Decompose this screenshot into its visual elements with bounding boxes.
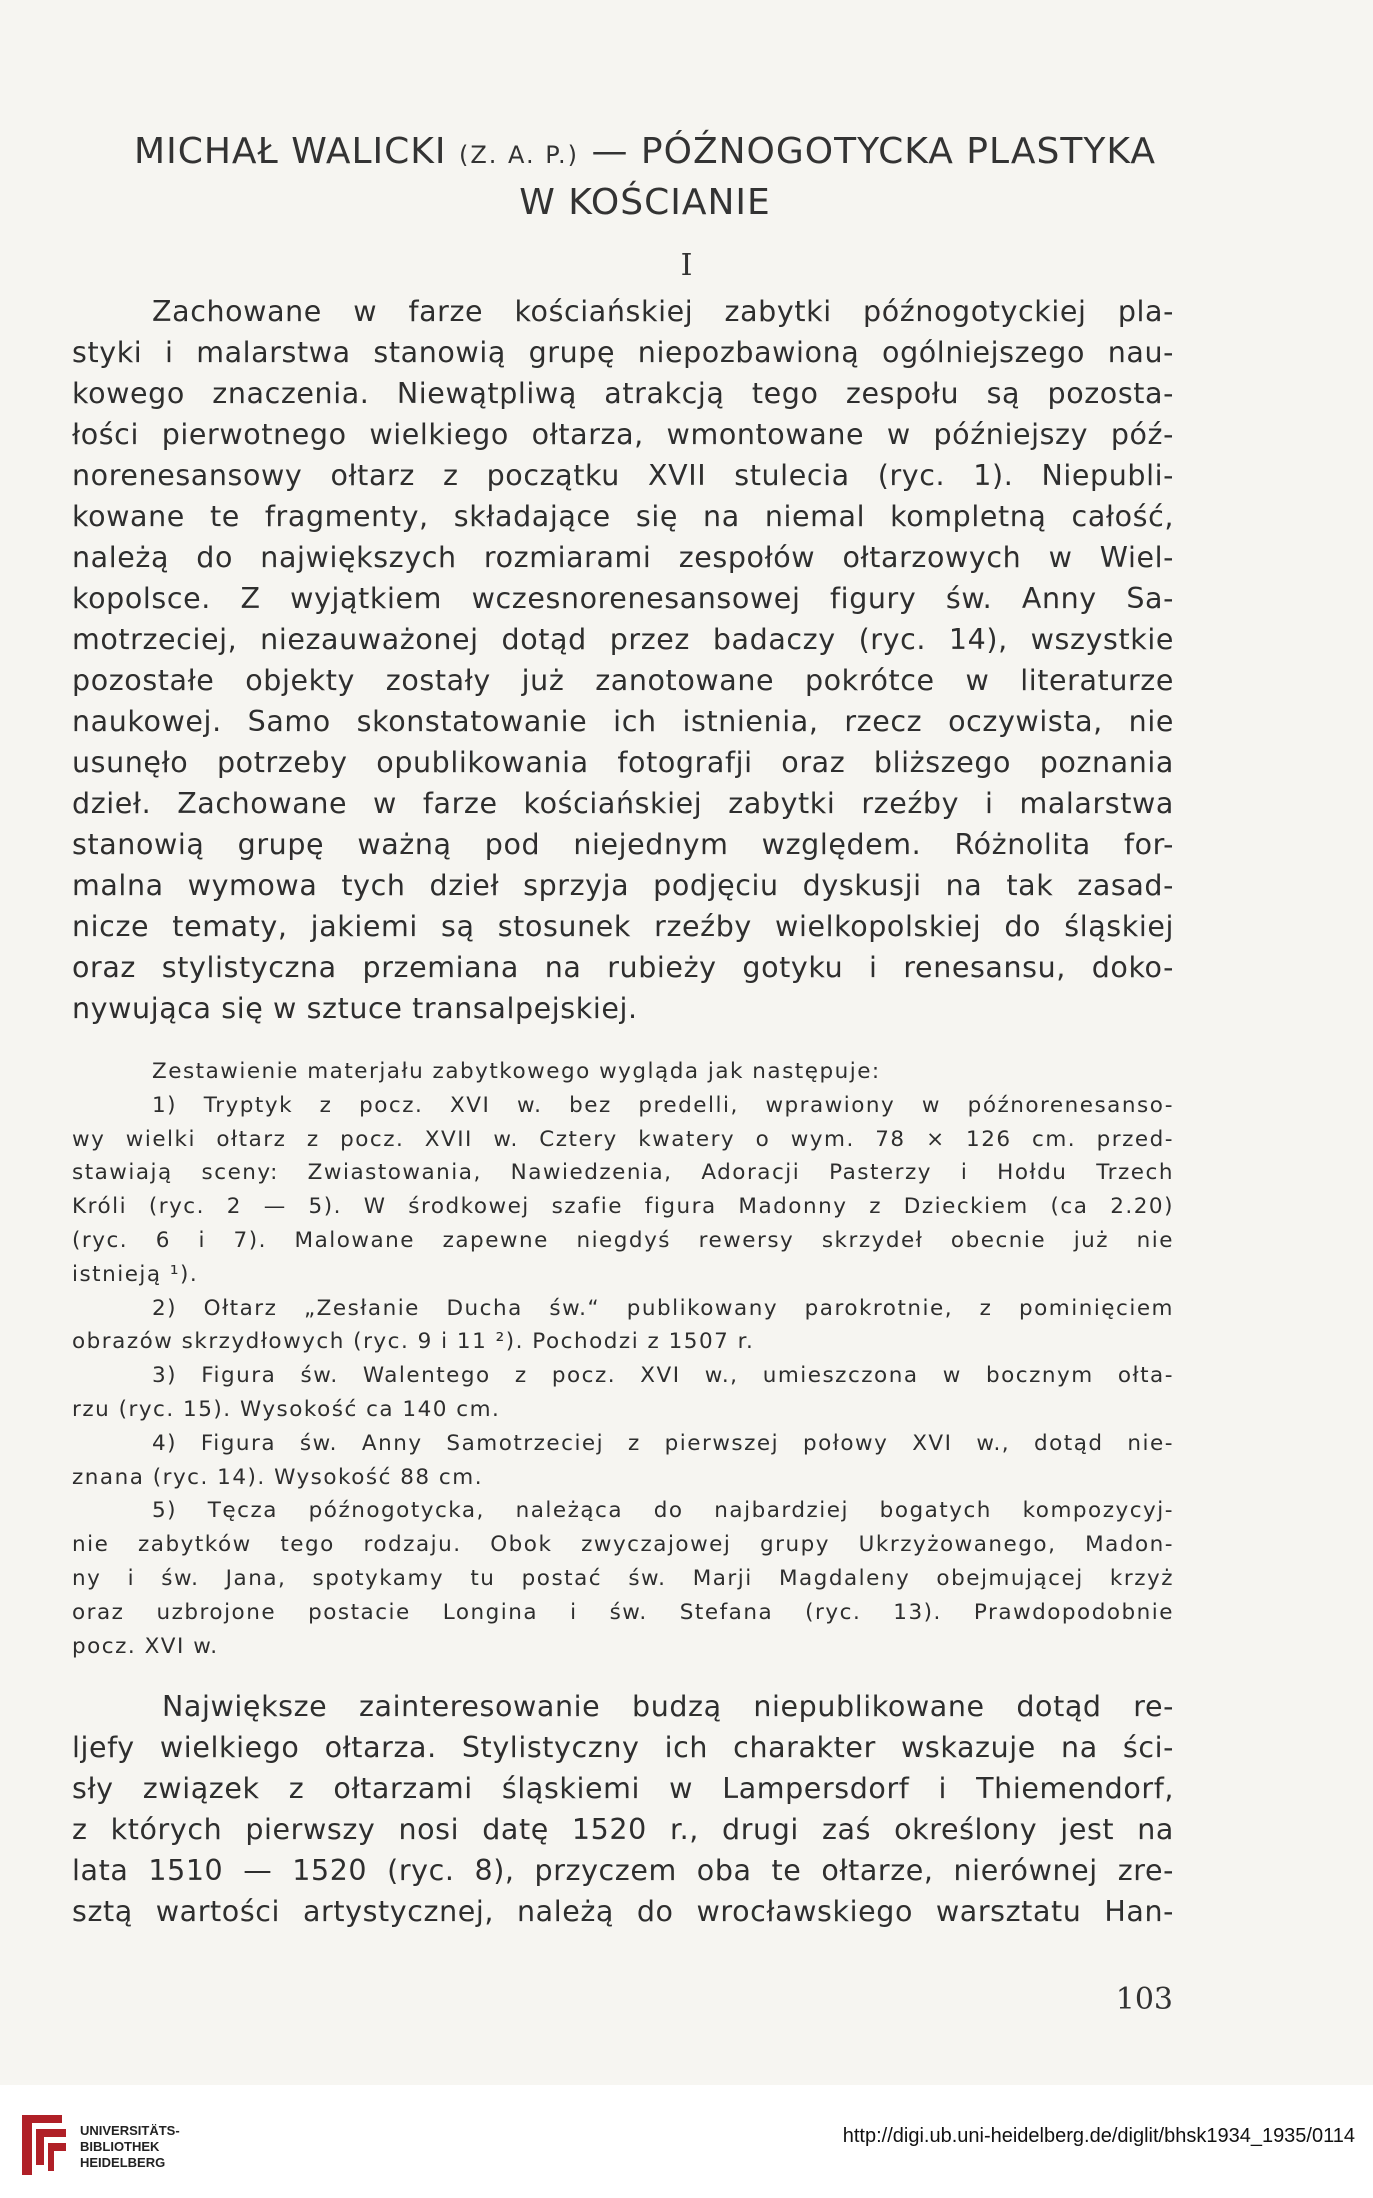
- heading-line-1: [90, 128, 1200, 179]
- text-line: styki i malarstwa stanowią grupę niepozbawioną ogólniejszego nau-: [72, 336, 1174, 369]
- paragraph-2: [72, 1686, 1174, 1932]
- text-line: należą do największych rozmiarami zespołów ołtarzowych w Wiel-: [72, 541, 1174, 574]
- footer-bar: [0, 2085, 1373, 2198]
- text-line: kopolsce. Z wyjątkiem wczesnorenesansowej figury św. Anny Sa-: [72, 582, 1174, 615]
- text-line: oraz stylistyczna przemiana na rubieży gotyku i renesansu, doko-: [72, 951, 1174, 984]
- list-item: (ryc. 6 i 7). Malowane zapewne niegdyś rewersy skrzydeł obecnie już nie: [72, 1227, 1174, 1253]
- list-item: 4) Figura św. Anny Samotrzeciej z pierwszej połowy XVI w., dotąd nie-: [152, 1430, 1174, 1456]
- library-logo-icon[interactable]: [14, 2105, 72, 2183]
- page-number: 103: [1115, 1982, 1173, 2017]
- library-name-line-3: HEIDELBERG: [80, 2155, 166, 2170]
- source-url-link[interactable]: http://digi.ub.uni-heidelberg.de/diglit/bhsk1934_1935/0114: [842, 2125, 1355, 2147]
- text-line: dzieł. Zachowane w farze kościańskiej zabytki rzeźby i malarstwa: [72, 787, 1174, 820]
- list-item: Króli (ryc. 2 — 5). W środkowej szafie figura Madonny z Dzieckiem (ca 2.20): [72, 1194, 1174, 1220]
- material-list: [72, 1055, 1174, 1663]
- text-line: sły związek z ołtarzami śląskiemi w Lampersdorf i Thiemendorf,: [72, 1772, 1174, 1805]
- list-item: stawiają sceny: Zwiastowania, Nawiedzenia, Adoracji Pasterzy i Hołdu Trzech: [72, 1160, 1174, 1186]
- text-line: motrzeciej, niezauważonej dotąd przez badaczy (ryc. 14), wszystkie: [72, 623, 1174, 656]
- text-line: sztą wartości artystycznej, należą do wrocławskiego warsztatu Han-: [72, 1895, 1174, 1928]
- list-item: 2) Ołtarz „Zesłanie Ducha św.“ publikowany parokrotnie, z pominięciem: [152, 1295, 1174, 1321]
- library-name[interactable]: [80, 2123, 180, 2171]
- section-number: I: [680, 248, 693, 283]
- list-item: 3) Figura św. Walentego z pocz. XVI w., umieszczona w bocznym ołta-: [152, 1363, 1174, 1389]
- list-item: znana (ryc. 14). Wysokość 88 cm.: [72, 1464, 484, 1490]
- list-item: wy wielki ołtarz z pocz. XVII w. Cztery kwatery o wym. 78 × 126 cm. przed-: [72, 1126, 1174, 1152]
- library-name-line-1: UNIVERSITÄTS-: [80, 2123, 180, 2138]
- text-line: kowego znaczenia. Niewątpliwą atrakcją tego zespołu są pozosta-: [72, 377, 1174, 410]
- text-line: kowane te fragmenty, składające się na niemal kompletną całość,: [72, 500, 1174, 533]
- list-item: obrazów skrzydłowych (ryc. 9 i 11 ²). Pochodzi z 1507 r.: [72, 1329, 755, 1355]
- text-line: nicze tematy, jakiemi są stosunek rzeźby wielkopolskiej do śląskiej: [72, 910, 1174, 943]
- article-heading: [90, 128, 1200, 227]
- text-line: Największe zainteresowanie budzą niepublikowane dotąd re-: [162, 1690, 1174, 1723]
- author-name: MICHAŁ WALICKI: [134, 131, 447, 172]
- list-item: ny i św. Jana, spotykamy tu postać św. Marji Magdaleny obejmującej krzyż: [72, 1565, 1174, 1591]
- text-line: pozostałe objekty zostały już zanotowane pokrótce w literaturze: [72, 664, 1174, 697]
- author-note: (Z. A. P.): [458, 141, 580, 169]
- text-line: nywująca się w sztuce transalpejskiej.: [72, 992, 638, 1025]
- text-line: usunęło potrzeby opublikowania fotografji oraz bliższego poznania: [72, 746, 1174, 779]
- list-item: pocz. XVI w.: [72, 1633, 219, 1659]
- text-line: z których pierwszy nosi datę 1520 r., drugi zaś określony jest na: [72, 1813, 1174, 1846]
- text-line: norenesansowy ołtarz z początku XVII stulecia (ryc. 1). Niepubli-: [72, 459, 1174, 492]
- article-title-part-2: W KOŚCIANIE: [519, 182, 771, 223]
- text-line: łości pierwotnego wielkiego ołtarza, wmontowane w późniejszy póź-: [72, 418, 1174, 451]
- article-title-part-1: — PÓŹNOGOTYCKA PLASTYKA: [591, 131, 1156, 172]
- list-item: nie zabytków tego rodzaju. Obok zwyczajowej grupy Ukrzyżowanego, Madon-: [72, 1532, 1174, 1558]
- list-item: 1) Tryptyk z pocz. XVI w. bez predelli, wprawiony w późnorenesanso-: [152, 1092, 1174, 1118]
- list-item: 5) Tęcza późnogotycka, należąca do najbardziej bogatych kompozycyj-: [152, 1498, 1174, 1524]
- text-line: stanowią grupę ważną pod niejednym względem. Różnolita for-: [72, 828, 1174, 861]
- paragraph-1: [72, 291, 1174, 1029]
- list-intro: Zestawienie materjału zabytkowego wygląda jak następuje:: [152, 1059, 881, 1084]
- list-item: rzu (ryc. 15). Wysokość ca 140 cm.: [72, 1396, 501, 1422]
- list-item: oraz uzbrojone postacie Longina i św. Stefana (ryc. 13). Prawdopodobnie: [72, 1599, 1174, 1625]
- list-item: istnieją ¹).: [72, 1261, 199, 1287]
- library-name-line-2: BIBLIOTHEK: [80, 2139, 160, 2154]
- text-line: ljefy wielkiego ołtarza. Stylistyczny ich charakter wskazuje na ści-: [72, 1731, 1174, 1764]
- text-line: malna wymowa tych dzieł sprzyja podjęciu dyskusji na tak zasad-: [72, 869, 1174, 902]
- text-line: naukowej. Samo skonstatowanie ich istnienia, rzecz oczywista, nie: [72, 705, 1174, 738]
- text-line: lata 1510 — 1520 (ryc. 8), przyczem oba te ołtarze, nierównej zre-: [72, 1854, 1174, 1887]
- text-line: Zachowane w farze kościańskiej zabytki późnogotyckiej pla-: [152, 295, 1174, 328]
